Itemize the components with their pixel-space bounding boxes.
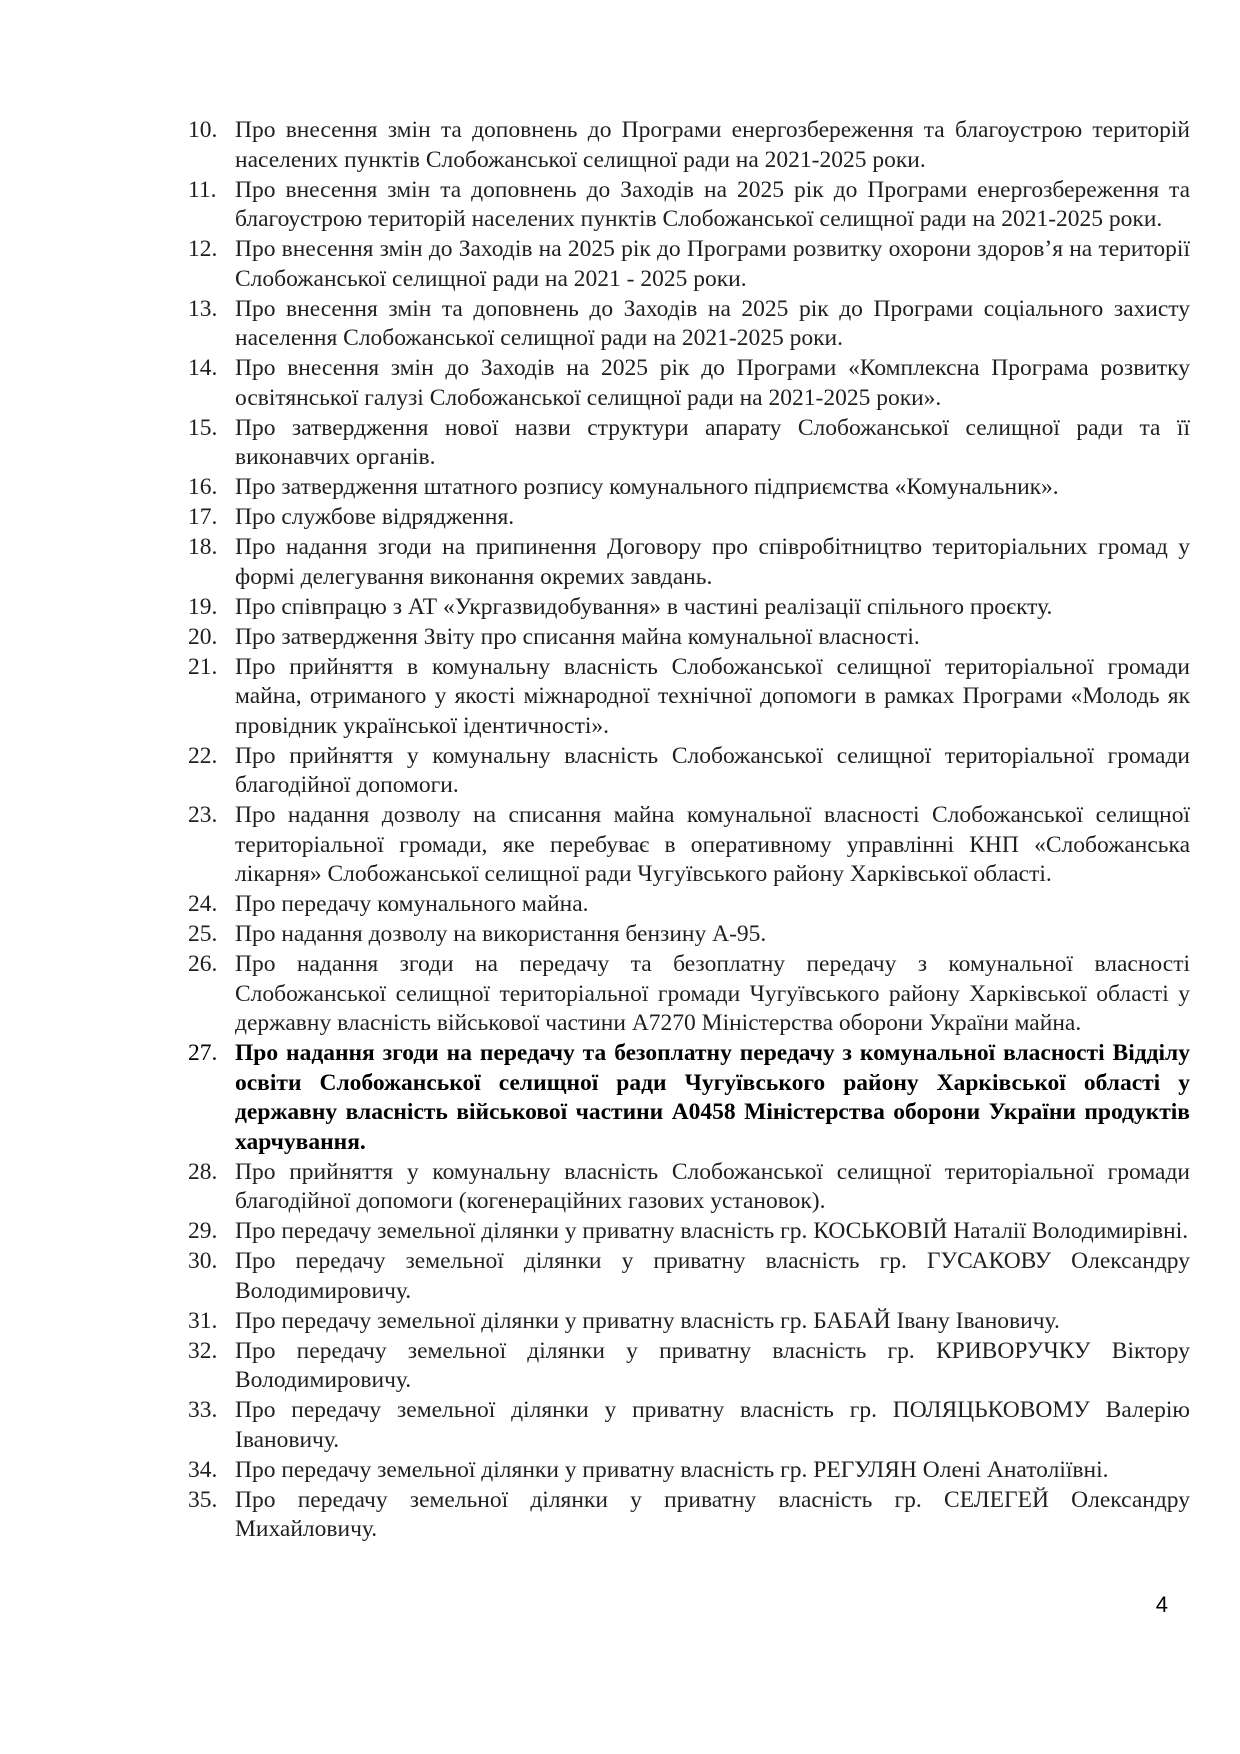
agenda-item-number: 13. — [188, 295, 218, 322]
agenda-item-number: 17. — [188, 504, 218, 530]
agenda-item-number: 32. — [188, 1337, 218, 1364]
agenda-item-text: Про передачу земельної ділянки у приватну власність гр. ГУСАКОВУ Олександру Володимировичу. — [235, 1248, 1190, 1304]
agenda-item — [188, 890, 1190, 920]
agenda-item-number: 14. — [188, 355, 218, 381]
agenda-item-text: Про прийняття у комунальну власність Слобожанської селищної територіальної громади благодійної допомоги (когенераційних газових установок). — [235, 1158, 1190, 1214]
agenda-item — [188, 593, 1190, 623]
agenda-item-number: 23. — [188, 802, 218, 828]
agenda-item-number: 26. — [188, 951, 218, 977]
agenda-item — [188, 414, 1190, 473]
agenda-item-number: 12. — [188, 236, 218, 262]
agenda-item-text: Про передачу земельної ділянки у приватну власність гр. ПОЛЯЦЬКОВОМУ Валерію Івановичу. — [235, 1397, 1190, 1453]
agenda-item-text: Про прийняття у комунальну власність Слобожанської селищної територіальної громади благодійної допомоги. — [235, 742, 1190, 798]
agenda-item-number: 31. — [188, 1307, 218, 1334]
agenda-item-number: 16. — [188, 474, 218, 500]
agenda-item — [188, 950, 1190, 1039]
agenda-item — [188, 801, 1190, 890]
agenda-item — [188, 116, 1190, 175]
agenda-item-text: Про передачу земельної ділянки у приватну власність гр. КРИВОРУЧКУ Віктору Володимировичу. — [235, 1337, 1190, 1393]
agenda-item-number: 34. — [188, 1456, 218, 1483]
agenda-item — [188, 1247, 1190, 1306]
agenda-item-number: 25. — [188, 921, 218, 947]
agenda-item-text: Про передачу земельної ділянки у приватну власність гр. КОСЬКОВІЙ Наталії Володимирівні. — [235, 1218, 1189, 1244]
agenda-item — [188, 920, 1190, 950]
agenda-item — [188, 1337, 1190, 1396]
agenda-item — [188, 533, 1190, 592]
agenda-item-number: 27. — [188, 1040, 218, 1066]
agenda-item-number: 10. — [188, 117, 218, 143]
agenda-item-number: 35. — [188, 1486, 218, 1513]
agenda-item — [188, 473, 1190, 503]
agenda-item-text: Про передачу комунального майна. — [235, 891, 589, 917]
agenda-item — [188, 354, 1190, 413]
agenda-item — [188, 503, 1190, 533]
agenda-item-number: 21. — [188, 653, 218, 680]
agenda-item-number: 24. — [188, 891, 218, 917]
agenda-item-text: Про внесення змін до Заходів на 2025 рік до Програми «Комплексна Програма розвитку освітянської галузі Слобожанської селищної ради на 2021-2025 роки». — [235, 355, 1190, 411]
agenda-item-text: Про затвердження Звіту про списання майна комунальної власності. — [235, 623, 920, 650]
agenda-item — [188, 1456, 1190, 1486]
agenda-item — [188, 1396, 1190, 1455]
agenda-item-number: 28. — [188, 1158, 218, 1185]
agenda-list — [188, 116, 1190, 1545]
agenda-item-text: Про надання згоди на припинення Договору про співробітництво територіальних громад у формі делегування виконання окремих завдань. — [235, 534, 1190, 590]
agenda-item-text: Про внесення змін та доповнень до Заходів на 2025 рік до Програми енергозбереження та благоустрою територій населених пунктів Слобожанської селищної ради на 2021-2025 роки. — [235, 176, 1190, 232]
agenda-item-text: Про передачу земельної ділянки у приватну власність гр. РЕГУЛЯН Олені Анатоліївні. — [235, 1456, 1109, 1483]
agenda-item — [188, 742, 1190, 801]
agenda-item — [188, 176, 1190, 235]
agenda-item-text: Про надання дозволу на списання майна комунальної власності Слобожанської селищної територіальної громади, яке перебуває в оперативному управлінні КНП «Слобожанська лікарня» Слобожанської селищної ради Чугуївського району Харківської області. — [235, 802, 1190, 887]
agenda-item-text: Про затвердження нової назви структури апарату Слобожанської селищної ради та її виконавчих органів. — [235, 414, 1190, 470]
agenda-item-text: Про передачу земельної ділянки у приватну власність гр. СЕЛЕГЕЙ Олександру Михайловичу. — [235, 1486, 1190, 1542]
agenda-item-text: Про передачу земельної ділянки у приватну власність гр. БАБАЙ Івану Івановичу. — [235, 1307, 1060, 1334]
agenda-item — [188, 235, 1190, 294]
agenda-item-text: Про співпрацю з АТ «Укргазвидобування» в частині реалізації спільного проєкту. — [235, 593, 1053, 620]
agenda-item-text: Про внесення змін та доповнень до Заходів на 2025 рік до Програми соціального захисту населення Слобожанської селищної ради на 2021-2025 роки. — [235, 295, 1190, 351]
agenda-item — [188, 295, 1190, 354]
agenda-item-number: 18. — [188, 534, 218, 560]
agenda-item — [188, 1158, 1190, 1217]
agenda-item-text: Про прийняття в комунальну власність Слобожанської селищної територіальної громади майна, отриманого у якості міжнародної технічної допомоги в рамках Програми «Молодь як провідник української ідентичності». — [235, 653, 1190, 739]
agenda-item-text: Про затвердження штатного розпису комунального підприємства «Комунальник». — [235, 474, 1059, 500]
agenda-item-number: 15. — [188, 414, 218, 441]
agenda-item-text: Про внесення змін до Заходів на 2025 рік до Програми розвитку охорони здоров’я на території Слобожанської селищної ради на 2021 - 2025 роки. — [235, 236, 1190, 292]
agenda-item-number: 30. — [188, 1248, 218, 1274]
agenda-item-text: Про надання згоди на передачу та безоплатну передачу з комунальної власності Слобожанської селищної територіальної громади Чугуївського району Харківської області у державну власність військової частини А7270 Міністерства оборони України майна. — [235, 951, 1190, 1036]
agenda-item-text: Про надання дозволу на використання бензину А-95. — [235, 921, 767, 947]
agenda-item-text: Про внесення змін та доповнень до Програми енергозбереження та благоустрою територій населених пунктів Слобожанської селищної ради на 2021-2025 роки. — [235, 117, 1190, 173]
agenda-item — [188, 1307, 1190, 1337]
agenda-item — [188, 1039, 1190, 1157]
page-number: 4 — [1155, 1592, 1168, 1617]
agenda-item — [188, 653, 1190, 742]
agenda-item-text: Про надання згоди на передачу та безоплатну передачу з комунальної власності Відділу освіти Слобожанської селищної ради Чугуївського району Харківської області у державну власність військової частини А0458 Міністерства оборони України продуктів харчування. — [235, 1040, 1190, 1155]
agenda-item-text: Про службове відрядження. — [235, 504, 515, 530]
agenda-item-number: 22. — [188, 742, 218, 769]
agenda-item-number: 11. — [188, 176, 217, 203]
agenda-item-number: 29. — [188, 1218, 218, 1244]
agenda-item — [188, 623, 1190, 653]
agenda-item-number: 19. — [188, 593, 218, 620]
agenda-item-number: 20. — [188, 623, 218, 650]
agenda-item — [188, 1486, 1190, 1545]
agenda-item — [188, 1217, 1190, 1247]
agenda-item-number: 33. — [188, 1397, 218, 1423]
